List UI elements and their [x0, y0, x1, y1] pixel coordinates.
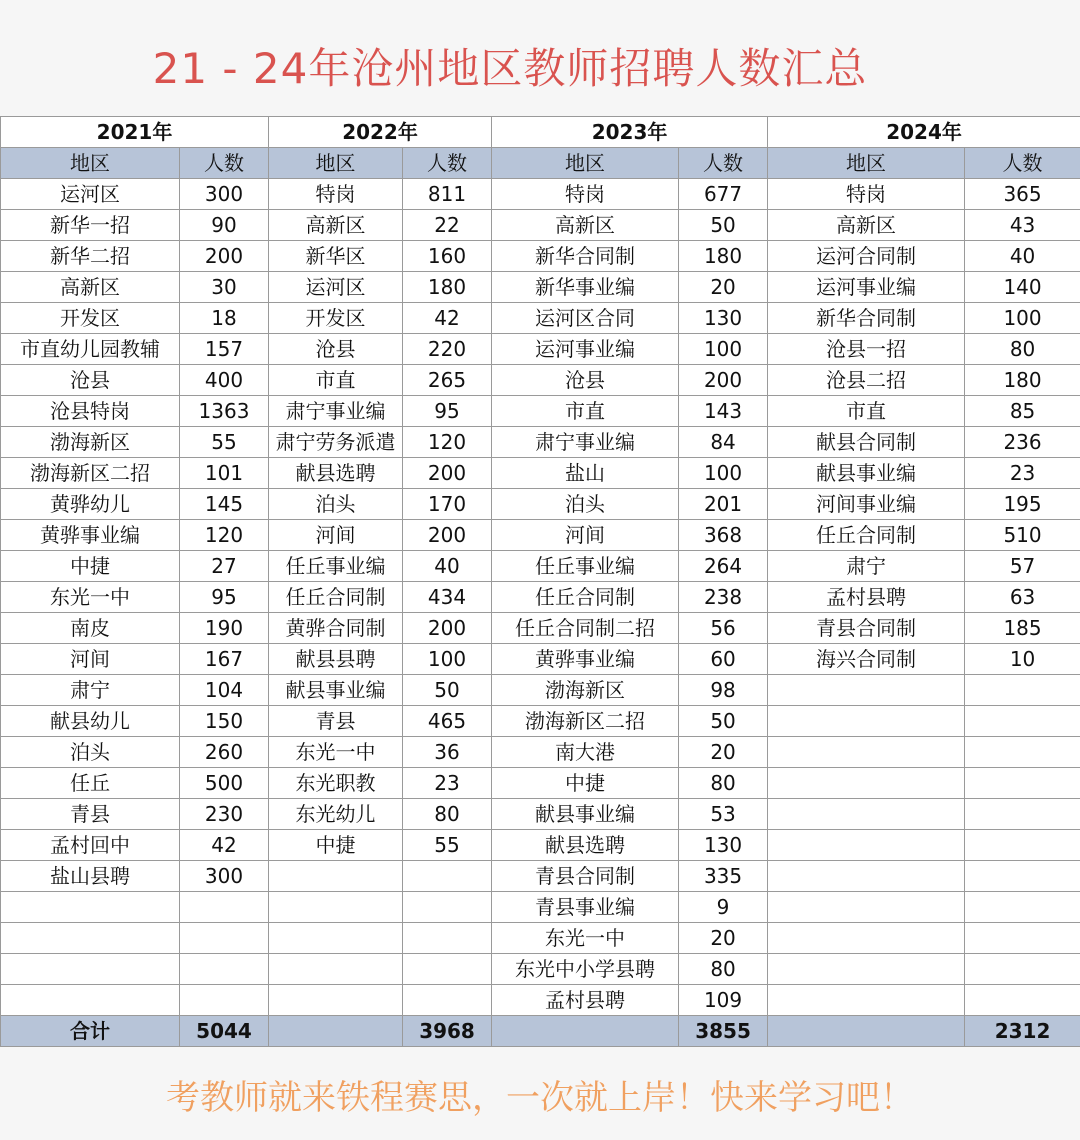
count-cell	[965, 892, 1080, 923]
count-cell	[965, 675, 1080, 706]
region-cell	[269, 923, 403, 954]
count-cell: 335	[679, 861, 768, 892]
count-cell: 53	[679, 799, 768, 830]
count-cell: 510	[965, 520, 1080, 551]
region-cell	[768, 892, 965, 923]
table-row	[1, 458, 1080, 489]
table-row	[1, 241, 1080, 272]
recruitment-table	[0, 116, 1080, 1047]
region-cell: 特岗	[768, 179, 965, 210]
total-label: 合计	[1, 1016, 180, 1047]
count-cell: 42	[180, 830, 269, 861]
table-row	[1, 768, 1080, 799]
region-cell: 开发区	[1, 303, 180, 334]
region-cell: 青县合同制	[768, 613, 965, 644]
count-cell: 80	[679, 768, 768, 799]
count-cell: 265	[403, 365, 492, 396]
count-cell: 55	[403, 830, 492, 861]
count-cell	[965, 830, 1080, 861]
promo-footer: 考教师就来铁程赛思，一次就上岸！快来学习吧！	[166, 1078, 914, 1118]
region-cell: 任丘合同制	[768, 520, 965, 551]
count-cell: 365	[965, 179, 1080, 210]
count-cell: 95	[403, 396, 492, 427]
region-cell: 孟村县聘	[768, 582, 965, 613]
region-cell: 肃宁	[768, 551, 965, 582]
count-cell: 100	[679, 458, 768, 489]
count-cell: 200	[403, 458, 492, 489]
year-label: 2023年	[492, 117, 768, 148]
count-cell	[403, 861, 492, 892]
count-cell	[403, 985, 492, 1016]
region-cell: 河间	[1, 644, 180, 675]
region-cell: 河间事业编	[768, 489, 965, 520]
region-cell	[768, 985, 965, 1016]
region-cell: 河间	[269, 520, 403, 551]
count-cell: 23	[403, 768, 492, 799]
count-cell: 36	[403, 737, 492, 768]
region-cell: 市直	[768, 396, 965, 427]
count-cell: 260	[180, 737, 269, 768]
count-cell	[965, 954, 1080, 985]
count-cell	[965, 985, 1080, 1016]
table-row	[1, 520, 1080, 551]
count-cell: 368	[679, 520, 768, 551]
region-cell: 肃宁事业编	[492, 427, 679, 458]
count-cell: 200	[679, 365, 768, 396]
count-cell: 85	[965, 396, 1080, 427]
region-cell: 市直幼儿园教辅	[1, 334, 180, 365]
region-cell: 任丘合同制二招	[492, 613, 679, 644]
count-cell: 109	[679, 985, 768, 1016]
column-header-region: 地区	[768, 148, 965, 179]
region-cell: 泊头	[1, 737, 180, 768]
region-cell: 海兴合同制	[768, 644, 965, 675]
year-header-row	[1, 117, 1080, 148]
count-cell: 150	[180, 706, 269, 737]
region-cell: 中捷	[492, 768, 679, 799]
count-cell: 101	[180, 458, 269, 489]
table-row	[1, 923, 1080, 954]
count-cell: 220	[403, 334, 492, 365]
total-row	[1, 1016, 1080, 1047]
region-cell: 任丘合同制	[269, 582, 403, 613]
count-cell: 300	[180, 861, 269, 892]
count-cell: 30	[180, 272, 269, 303]
table-row	[1, 861, 1080, 892]
column-header-region: 地区	[492, 148, 679, 179]
count-cell: 143	[679, 396, 768, 427]
total-value: 3855	[679, 1016, 768, 1047]
count-cell: 43	[965, 210, 1080, 241]
region-cell: 盐山	[492, 458, 679, 489]
region-cell	[768, 675, 965, 706]
region-cell: 献县事业编	[269, 675, 403, 706]
count-cell	[403, 923, 492, 954]
region-cell: 泊头	[269, 489, 403, 520]
count-cell: 56	[679, 613, 768, 644]
region-cell: 任丘合同制	[492, 582, 679, 613]
count-cell: 80	[965, 334, 1080, 365]
count-cell: 27	[180, 551, 269, 582]
region-cell: 肃宁劳务派遣	[269, 427, 403, 458]
region-cell: 南皮	[1, 613, 180, 644]
count-cell: 236	[965, 427, 1080, 458]
count-cell: 500	[180, 768, 269, 799]
region-cell: 运河事业编	[768, 272, 965, 303]
region-cell: 新华合同制	[768, 303, 965, 334]
total-value: 2312	[965, 1016, 1080, 1047]
table-row	[1, 272, 1080, 303]
count-cell	[180, 985, 269, 1016]
table-row	[1, 179, 1080, 210]
count-cell: 180	[679, 241, 768, 272]
count-cell: 157	[180, 334, 269, 365]
total-label	[269, 1016, 403, 1047]
region-cell: 运河区	[269, 272, 403, 303]
count-cell: 200	[403, 613, 492, 644]
table-row	[1, 489, 1080, 520]
count-cell: 130	[679, 830, 768, 861]
region-cell: 中捷	[1, 551, 180, 582]
count-cell	[403, 892, 492, 923]
region-cell	[768, 768, 965, 799]
region-cell: 献县选聘	[269, 458, 403, 489]
region-cell: 新华事业编	[492, 272, 679, 303]
table-row	[1, 954, 1080, 985]
count-cell: 40	[403, 551, 492, 582]
region-cell: 献县事业编	[768, 458, 965, 489]
region-cell	[1, 985, 180, 1016]
region-cell	[768, 737, 965, 768]
count-cell: 465	[403, 706, 492, 737]
count-cell: 120	[180, 520, 269, 551]
region-cell	[1, 954, 180, 985]
count-cell	[180, 892, 269, 923]
table-row	[1, 396, 1080, 427]
region-cell: 市直	[492, 396, 679, 427]
region-cell: 青县	[1, 799, 180, 830]
count-cell: 238	[679, 582, 768, 613]
count-cell: 140	[965, 272, 1080, 303]
region-cell: 渤海新区	[1, 427, 180, 458]
count-cell: 50	[679, 210, 768, 241]
count-cell: 55	[180, 427, 269, 458]
count-cell	[180, 954, 269, 985]
region-cell: 新华合同制	[492, 241, 679, 272]
count-cell: 230	[180, 799, 269, 830]
count-cell	[965, 706, 1080, 737]
region-cell: 特岗	[492, 179, 679, 210]
count-cell: 42	[403, 303, 492, 334]
region-cell	[1, 923, 180, 954]
table-row	[1, 303, 1080, 334]
region-cell: 新华区	[269, 241, 403, 272]
table-row	[1, 830, 1080, 861]
count-cell	[965, 737, 1080, 768]
region-cell: 孟村回中	[1, 830, 180, 861]
count-cell: 185	[965, 613, 1080, 644]
count-cell: 811	[403, 179, 492, 210]
count-cell: 180	[965, 365, 1080, 396]
table-row	[1, 799, 1080, 830]
count-cell: 200	[403, 520, 492, 551]
count-cell: 400	[180, 365, 269, 396]
region-cell: 高新区	[768, 210, 965, 241]
region-cell: 特岗	[269, 179, 403, 210]
total-label	[492, 1016, 679, 1047]
region-cell: 任丘事业编	[492, 551, 679, 582]
year-label: 2022年	[269, 117, 492, 148]
region-cell: 东光一中	[1, 582, 180, 613]
region-cell: 运河区合同	[492, 303, 679, 334]
region-cell: 南大港	[492, 737, 679, 768]
table-row	[1, 675, 1080, 706]
count-cell: 1363	[180, 396, 269, 427]
recruitment-table-sheet	[0, 116, 1080, 1047]
total-value: 5044	[180, 1016, 269, 1047]
count-cell: 60	[679, 644, 768, 675]
table-row	[1, 706, 1080, 737]
column-header-row	[1, 148, 1080, 179]
region-cell	[768, 923, 965, 954]
count-cell: 170	[403, 489, 492, 520]
count-cell: 180	[403, 272, 492, 303]
region-cell	[768, 954, 965, 985]
count-cell: 20	[679, 923, 768, 954]
region-cell: 青县	[269, 706, 403, 737]
table-row	[1, 334, 1080, 365]
count-cell	[965, 861, 1080, 892]
count-cell: 167	[180, 644, 269, 675]
count-cell: 190	[180, 613, 269, 644]
table-row	[1, 737, 1080, 768]
region-cell: 东光一中	[492, 923, 679, 954]
table-row	[1, 210, 1080, 241]
region-cell: 东光中小学县聘	[492, 954, 679, 985]
region-cell: 黄骅幼儿	[1, 489, 180, 520]
table-row	[1, 427, 1080, 458]
region-cell: 肃宁事业编	[269, 396, 403, 427]
count-cell: 22	[403, 210, 492, 241]
region-cell: 新华二招	[1, 241, 180, 272]
count-cell: 300	[180, 179, 269, 210]
total-label	[768, 1016, 965, 1047]
count-cell	[403, 954, 492, 985]
region-cell: 运河事业编	[492, 334, 679, 365]
count-cell	[965, 923, 1080, 954]
table-row	[1, 582, 1080, 613]
count-cell: 200	[180, 241, 269, 272]
count-cell: 50	[403, 675, 492, 706]
count-cell: 80	[679, 954, 768, 985]
region-cell: 东光职教	[269, 768, 403, 799]
total-value: 3968	[403, 1016, 492, 1047]
count-cell: 20	[679, 272, 768, 303]
region-cell: 高新区	[1, 272, 180, 303]
count-cell: 120	[403, 427, 492, 458]
region-cell: 黄骅事业编	[1, 520, 180, 551]
region-cell: 献县县聘	[269, 644, 403, 675]
year-label: 2024年	[768, 117, 1080, 148]
count-cell: 23	[965, 458, 1080, 489]
region-cell: 中捷	[269, 830, 403, 861]
count-cell: 57	[965, 551, 1080, 582]
count-cell: 18	[180, 303, 269, 334]
region-cell: 高新区	[269, 210, 403, 241]
region-cell: 开发区	[269, 303, 403, 334]
table-row	[1, 892, 1080, 923]
table-row	[1, 613, 1080, 644]
region-cell	[269, 985, 403, 1016]
count-cell	[180, 923, 269, 954]
region-cell: 河间	[492, 520, 679, 551]
column-header-count: 人数	[180, 148, 269, 179]
region-cell: 渤海新区二招	[1, 458, 180, 489]
region-cell: 渤海新区	[492, 675, 679, 706]
table-row	[1, 644, 1080, 675]
count-cell	[965, 799, 1080, 830]
table-row	[1, 551, 1080, 582]
region-cell: 东光幼儿	[269, 799, 403, 830]
region-cell: 渤海新区二招	[492, 706, 679, 737]
region-cell	[269, 861, 403, 892]
region-cell: 运河区	[1, 179, 180, 210]
count-cell: 195	[965, 489, 1080, 520]
count-cell: 95	[180, 582, 269, 613]
region-cell: 献县合同制	[768, 427, 965, 458]
count-cell: 9	[679, 892, 768, 923]
year-label: 2021年	[1, 117, 269, 148]
region-cell	[1, 892, 180, 923]
count-cell	[965, 768, 1080, 799]
count-cell: 434	[403, 582, 492, 613]
region-cell	[768, 799, 965, 830]
region-cell: 沧县	[269, 334, 403, 365]
region-cell	[768, 861, 965, 892]
region-cell: 黄骅合同制	[269, 613, 403, 644]
region-cell: 沧县一招	[768, 334, 965, 365]
count-cell: 98	[679, 675, 768, 706]
region-cell: 孟村县聘	[492, 985, 679, 1016]
column-header-count: 人数	[965, 148, 1080, 179]
count-cell: 50	[679, 706, 768, 737]
page-title: 21 - 24年沧州地区教师招聘人数汇总	[152, 44, 868, 93]
count-cell: 130	[679, 303, 768, 334]
count-cell: 80	[403, 799, 492, 830]
region-cell: 新华一招	[1, 210, 180, 241]
count-cell: 104	[180, 675, 269, 706]
region-cell: 献县选聘	[492, 830, 679, 861]
region-cell	[269, 954, 403, 985]
count-cell: 100	[403, 644, 492, 675]
count-cell: 201	[679, 489, 768, 520]
region-cell: 青县合同制	[492, 861, 679, 892]
count-cell: 84	[679, 427, 768, 458]
column-header-count: 人数	[679, 148, 768, 179]
region-cell: 盐山县聘	[1, 861, 180, 892]
count-cell: 90	[180, 210, 269, 241]
region-cell	[768, 830, 965, 861]
count-cell: 264	[679, 551, 768, 582]
count-cell: 40	[965, 241, 1080, 272]
region-cell: 泊头	[492, 489, 679, 520]
count-cell: 20	[679, 737, 768, 768]
column-header-region: 地区	[269, 148, 403, 179]
table-row	[1, 365, 1080, 396]
column-header-count: 人数	[403, 148, 492, 179]
region-cell: 市直	[269, 365, 403, 396]
region-cell	[269, 892, 403, 923]
count-cell: 10	[965, 644, 1080, 675]
region-cell: 高新区	[492, 210, 679, 241]
region-cell: 任丘事业编	[269, 551, 403, 582]
count-cell: 100	[965, 303, 1080, 334]
count-cell: 677	[679, 179, 768, 210]
region-cell: 肃宁	[1, 675, 180, 706]
column-header-region: 地区	[1, 148, 180, 179]
count-cell: 160	[403, 241, 492, 272]
table-row	[1, 985, 1080, 1016]
region-cell: 黄骅事业编	[492, 644, 679, 675]
count-cell: 145	[180, 489, 269, 520]
count-cell: 100	[679, 334, 768, 365]
count-cell: 63	[965, 582, 1080, 613]
region-cell: 沧县特岗	[1, 396, 180, 427]
region-cell: 沧县	[492, 365, 679, 396]
region-cell	[768, 706, 965, 737]
region-cell: 青县事业编	[492, 892, 679, 923]
region-cell: 运河合同制	[768, 241, 965, 272]
region-cell: 沧县	[1, 365, 180, 396]
region-cell: 献县幼儿	[1, 706, 180, 737]
region-cell: 沧县二招	[768, 365, 965, 396]
region-cell: 献县事业编	[492, 799, 679, 830]
region-cell: 东光一中	[269, 737, 403, 768]
region-cell: 任丘	[1, 768, 180, 799]
